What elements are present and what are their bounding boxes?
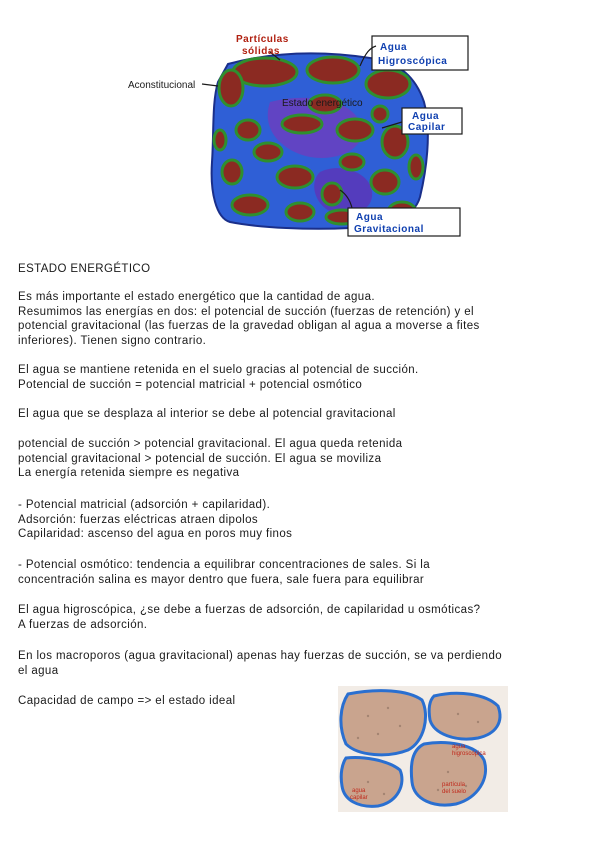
paragraph xyxy=(18,290,588,348)
text-line: Capacidad de campo => el estado ideal xyxy=(18,695,236,707)
text-line: En los macroporos (agua gravitacional) apenas hay fuerzas de succión, se va perdiendo xyxy=(18,650,503,662)
energy-state-label: Estado energético xyxy=(282,98,363,109)
leader-line xyxy=(202,84,218,86)
text-line: El agua que se desplaza al interior se debe al potencial gravitacional xyxy=(18,408,396,420)
text-line: Es más importante el estado energético que la cantidad de agua. xyxy=(18,291,375,303)
particles-label-2: sólidas xyxy=(242,46,280,57)
soil-particle-label-1: partícula xyxy=(442,782,466,788)
constitution-label: Aconstitucional xyxy=(128,80,196,91)
hygroscopic-label-2: Higroscópica xyxy=(378,56,448,67)
text-line: - Potencial matricial (adsorción + capilaridad). xyxy=(18,499,271,511)
text-line: inferiores). Tienen signo contrario. xyxy=(18,334,207,347)
text-line: Adsorción: fuerzas eléctricas atraen dipolos xyxy=(18,513,259,526)
text-line: el agua xyxy=(18,664,59,677)
hygroscopic-label-2: higroscópica xyxy=(452,751,486,757)
soil-particle-diagram xyxy=(338,686,508,812)
heading-text: ESTADO ENERGÉTICO xyxy=(18,263,151,275)
gravitational-label-1: Agua xyxy=(356,212,383,223)
paragraph xyxy=(18,437,588,481)
soil-particle-label-2: del suelo xyxy=(442,789,467,795)
hygroscopic-label-1: agua xyxy=(452,744,466,750)
particles-label-1: Partículas xyxy=(236,34,289,45)
hygroscopic-label-1: Agua xyxy=(380,42,407,53)
text-line: potencial de succión > potencial gravitacional. El agua queda retenida xyxy=(18,438,403,450)
capillary-label-2: capilar xyxy=(350,795,368,801)
capillary-label-1: agua xyxy=(352,788,366,794)
gravitational-label-2: Gravitacional xyxy=(354,224,424,235)
capillary-label-2: Capilar xyxy=(408,122,446,133)
section-heading xyxy=(18,262,588,277)
soil-water-diagram xyxy=(120,22,480,242)
text-line: potencial gravitacional (las fuerzas de la gravedad obligan al agua a moverse a fites xyxy=(18,320,480,332)
paragraph xyxy=(18,498,588,542)
paragraph xyxy=(18,407,588,422)
text-line: El agua se mantiene retenida en el suelo gracias al potencial de succión. xyxy=(18,364,419,376)
paragraph xyxy=(18,603,588,632)
text-line: A fuerzas de adsorción. xyxy=(18,618,148,631)
capillary-label-1: Agua xyxy=(412,111,439,122)
text-line: Capilaridad: ascenso del agua en poros muy finos xyxy=(18,528,293,540)
text-line: - Potencial osmótico: tendencia a equilibrar concentraciones de sales. Si la xyxy=(18,559,431,571)
text-line: Resumimos las energías en dos: el potencial de succión (fuerzas de retención) y el xyxy=(18,305,474,318)
text-line: potencial gravitacional > potencial de succión. El agua se moviliza xyxy=(18,452,382,465)
text-line: Potencial de succión = potencial matricial + potencial osmótico xyxy=(18,378,363,391)
text-line: concentración salina es mayor dentro que fuera, sale fuera para equilibrar xyxy=(18,573,425,586)
paragraph xyxy=(18,363,588,392)
text-line: El agua higroscópica, ¿se debe a fuerzas de adsorción, de capilaridad u osmóticas? xyxy=(18,604,481,616)
text-line: La energía retenida siempre es negativa xyxy=(18,467,240,479)
paragraph xyxy=(18,558,588,587)
paragraph xyxy=(18,694,328,709)
paragraph xyxy=(18,649,588,678)
